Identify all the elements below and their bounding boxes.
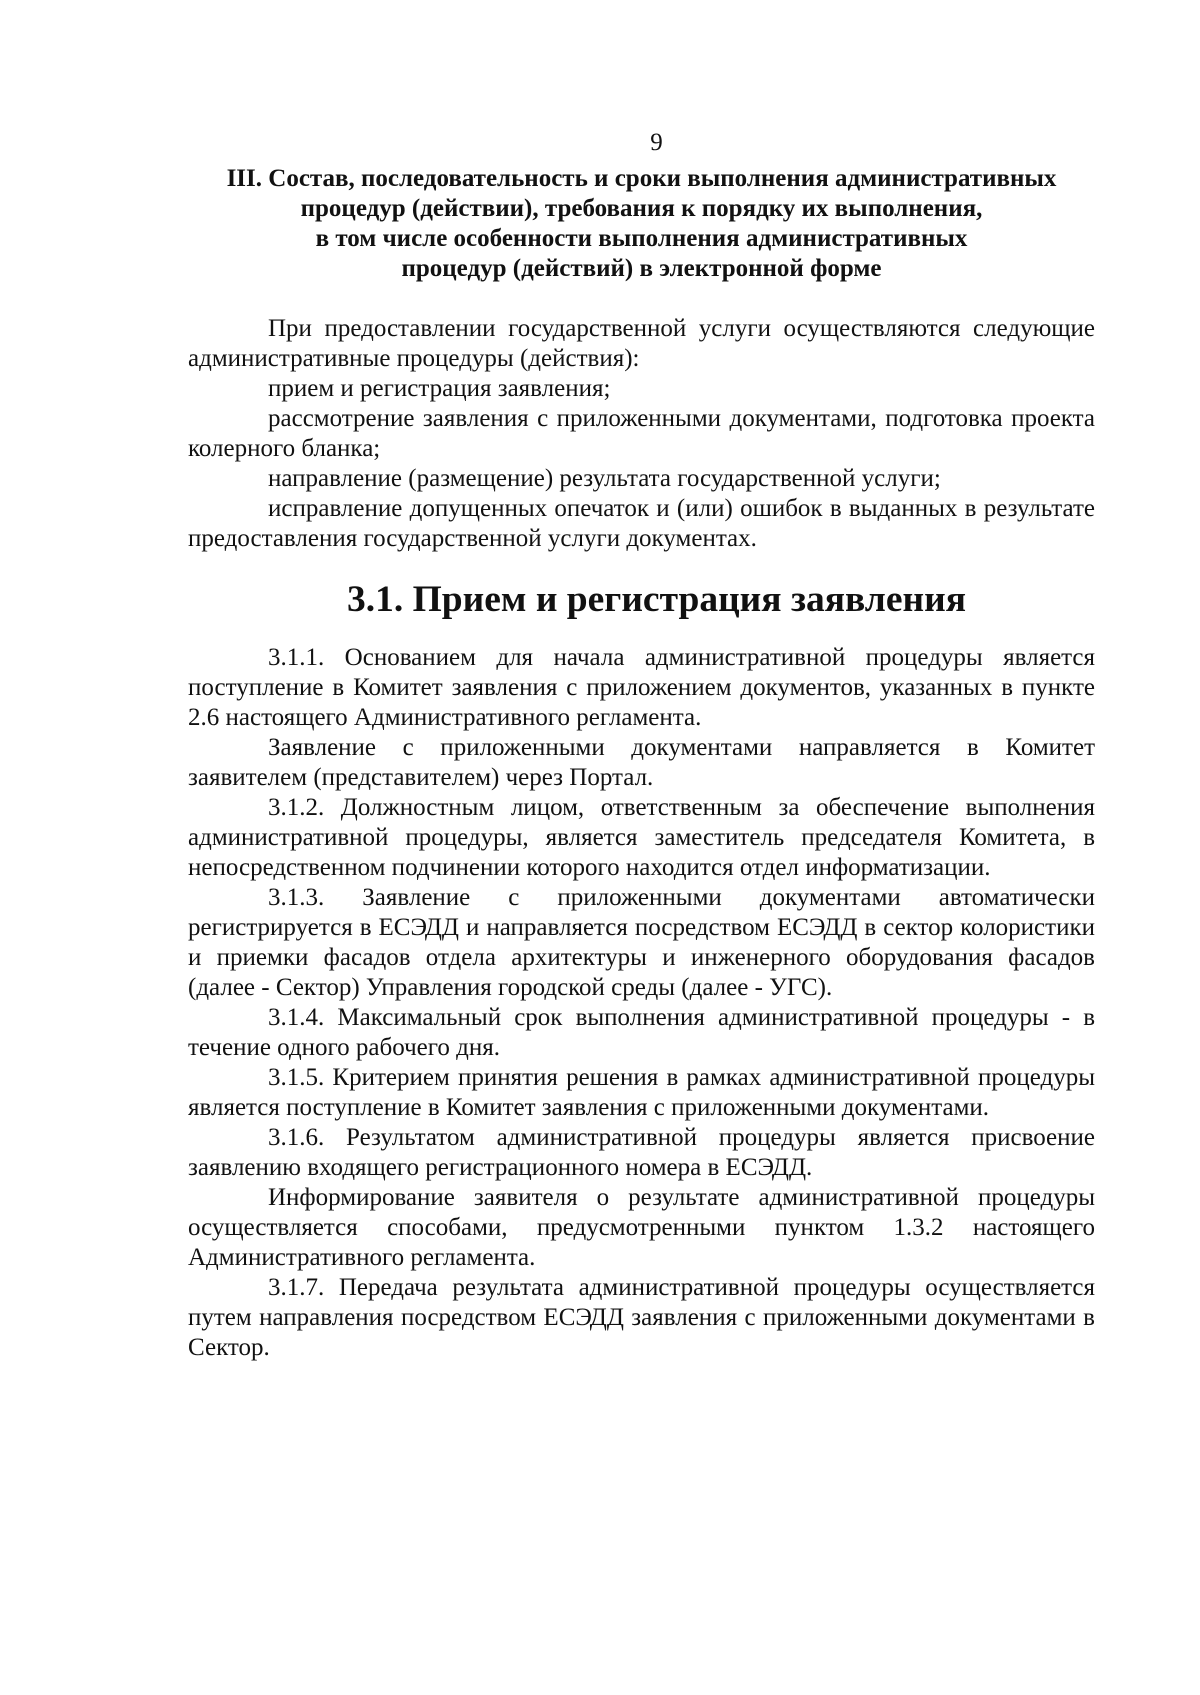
subsection-body: [188, 643, 1095, 1363]
section-title-line: процедур (действий) в электронной форме: [401, 255, 882, 282]
intro-list-item: рассмотрение заявления с приложенными документами, подготовка проекта колерного бланка;: [188, 405, 1095, 462]
section-title-line: процедур (действии), требования к порядку их выполнения,: [300, 195, 983, 222]
section-title-line: III. Состав, последовательность и сроки выполнения административных: [226, 165, 1057, 192]
paragraph-3-1-3: 3.1.3. Заявление с приложенными документами автоматически регистрируется в ЕСЭДД и направляется посредством ЕСЭДД в сектор колористики и приемки фасадов отдела архитектуры и инженерного оборудования фасадов (далее - Сектор) Управления городской среды (далее - УГС).: [188, 884, 1095, 1001]
paragraph: Заявление с приложенными документами направляется в Комитет заявителем (представителем) через Портал.: [188, 734, 1095, 791]
page-number: 9: [650, 129, 663, 156]
paragraph-3-1-5: 3.1.5. Критерием принятия решения в рамках административной процедуры является поступление в Комитет заявления с приложенными документами.: [188, 1064, 1095, 1121]
section-title: [188, 164, 1095, 284]
intro-list-item: исправление допущенных опечаток и (или) ошибок в выданных в результате предоставления государственной услуги документах.: [188, 495, 1095, 552]
paragraph-3-1-1: 3.1.1. Основанием для начала административной процедуры является поступление в Комитет заявления с приложением документов, указанных в пункте 2.6 настоящего Административного регламента.: [188, 644, 1095, 731]
paragraph-3-1-4: 3.1.4. Максимальный срок выполнения административной процедуры - в течение одного рабочего дня.: [188, 1004, 1095, 1061]
intro-list-item: прием и регистрация заявления;: [268, 375, 611, 402]
paragraph-3-1-2: 3.1.2. Должностным лицом, ответственным за обеспечение выполнения административной процедуры, является заместитель председателя Комитета, в непосредственном подчинении которого находится отдел информатизации.: [188, 794, 1095, 881]
intro-paragraph: При предоставлении государственной услуги осуществляются следующие административные процедуры (действия):: [188, 315, 1095, 372]
paragraph-3-1-7: 3.1.7. Передача результата административной процедуры осуществляется путем направления посредством ЕСЭДД заявления с приложенными документами в Сектор.: [188, 1274, 1095, 1361]
intro-list-item: направление (размещение) результата государственной услуги;: [268, 465, 941, 492]
paragraph-3-1-6: 3.1.6. Результатом административной процедуры является присвоение заявлению входящего регистрационного номера в ЕСЭДД.: [188, 1124, 1095, 1181]
document-page: [188, 128, 1095, 1363]
section-title-line: в том числе особенности выполнения административных: [315, 225, 968, 252]
subsection-title: 3.1. Прием и регистрация заявления: [347, 579, 966, 620]
paragraph: Информирование заявителя о результате административной процедуры осуществляется способами, предусмотренными пунктом 1.3.2 настоящего Административного регламента.: [188, 1184, 1095, 1271]
intro-block: [188, 314, 1095, 554]
